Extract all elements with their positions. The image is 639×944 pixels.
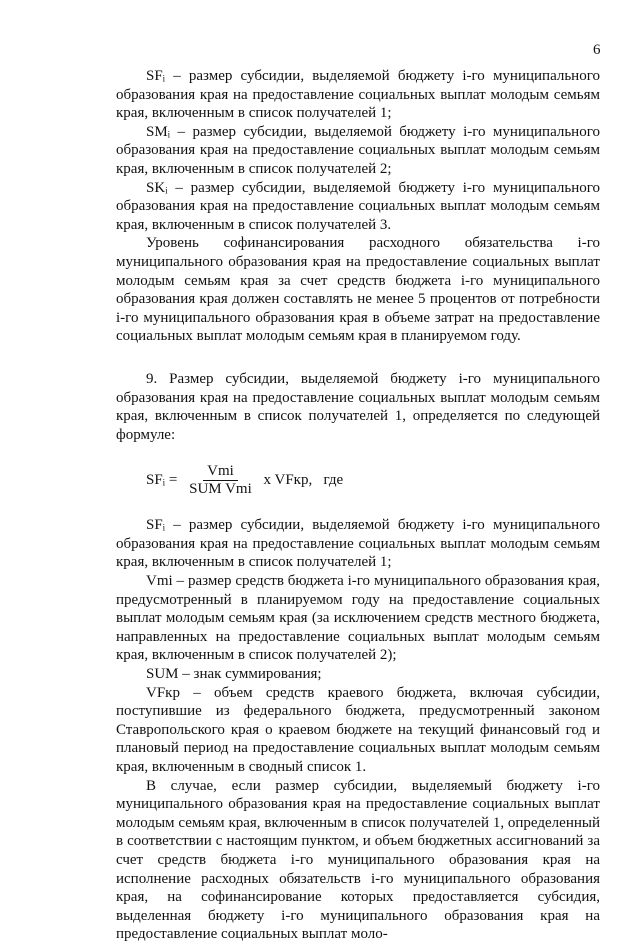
definition-vfkr: VFкр – объем средств краевого бюджета, включая субсидии, поступившие из федерального бюджета, предусмотренный законом Ставропольского края о краевом бюджете на текущий финансовый год и плановый период на предоставление социальных выплат молодым семьям края, включенным в сводный список 1. [116,684,600,775]
document-body [116,67,600,944]
formula-rhs: x VFкр, где [259,471,344,488]
clause-9-paragraph: 9. Размер субсидии, выделяемой бюджету i-го муниципального образования края на предоставление социальных выплат молодым семьям края, включенным в список получателей 1, определяется по следующей формуле: [116,370,600,443]
definition-sf-repeat: SFᵢ – размер субсидии, выделяемой бюджету i-го муниципального образования края на предоставление социальных выплат молодым семьям края, включенным в список получателей 1; [116,517,600,571]
definition-sum: SUM – знак суммирования; [146,666,322,683]
definition-sk: SKᵢ – размер субсидии, выделяемой бюджету i-го муниципального образования края на предоставление социальных выплат молодым семьям края, включенным в список получателей 3. [116,179,600,233]
paragraph-gap [116,346,600,370]
formula-fraction [185,463,256,498]
case-paragraph: В случае, если размер субсидии, выделяемый бюджету i-го муниципального образования края на предоставление социальных выплат молодым семьям края, включенным в список получателей 1, определенный в соответствии с настоящим пунктом, и объем бюджетных ассигнований за счет средств бюджета i-го муниципального образования края на исполнение расходных обязательств i-го муниципального образования края, на софинансирование которых предоставляется субсидия, выделенная бюджету i-го муниципального образования края на предоставление социальных выплат моло- [116,777,600,943]
formula-lhs: SFᵢ = [146,471,182,488]
page-number: 6 [593,42,601,58]
formula-numerator: Vmi [203,463,238,481]
definition-vmi: Vmi – размер средств бюджета i-го муниципального образования края, предусмотренный в планируемом году на предоставление социальных выплат молодым семьям края (за исключением средств местного бюджета, направленных на предоставление социальных выплат молодым семьям края, включенным в список получателей 2); [116,573,600,664]
definition-sf: SFᵢ – размер субсидии, выделяемой бюджету i-го муниципального образования края на предоставление социальных выплат молодым семьям края, включенным в список получателей 1; [116,68,600,122]
subsidy-formula [146,462,600,498]
cofinancing-level-paragraph: Уровень софинансирования расходного обязательства i-го муниципального образования края на предоставление социальных выплат молодым семьям края за счет средств бюджета i-го муниципального образования края должен составлять не менее 5 процентов от потребности i-го муниципального образования края в объеме затрат на предоставление социальных выплат молодым семьям края в планируемом году. [116,235,600,345]
formula-denominator: SUM Vmi [189,480,252,497]
definition-sm: SMᵢ – размер субсидии, выделяемой бюджету i-го муниципального образования края на предоставление социальных выплат молодым семьям края, включенным в список получателей 2; [116,123,600,177]
